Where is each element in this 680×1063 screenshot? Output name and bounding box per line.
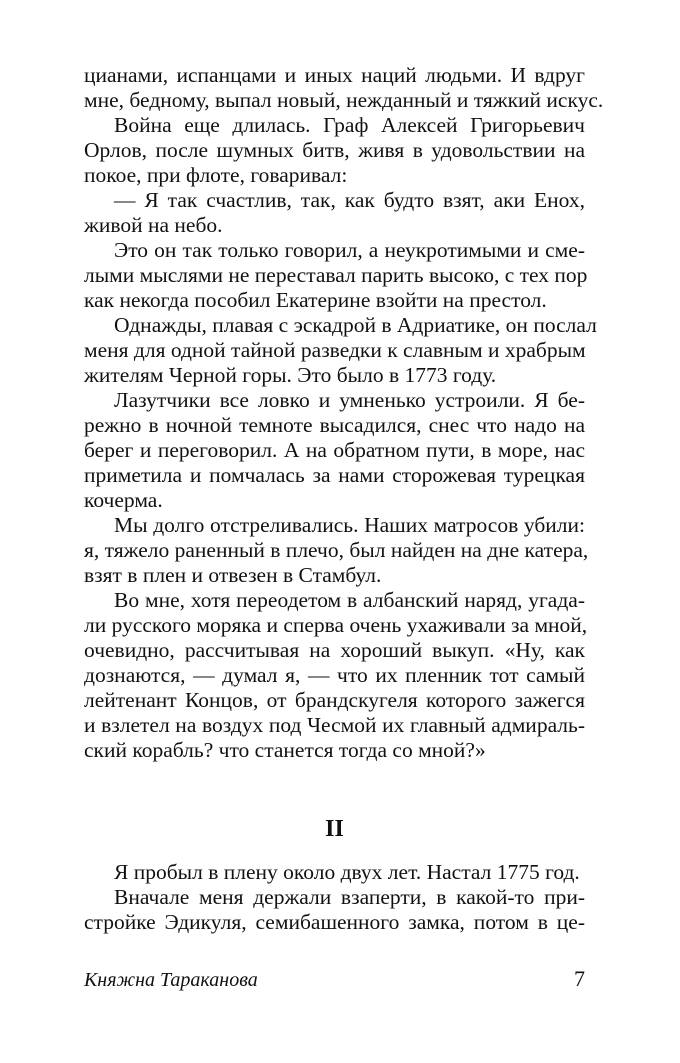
page-number: 7 bbox=[574, 966, 585, 991]
running-footer-title: Княжна Тараканова bbox=[84, 969, 258, 991]
paragraph bbox=[84, 113, 585, 188]
text-line: взят в плен и отвезен в Стамбул. bbox=[84, 563, 382, 587]
text-line: лыми мыслями не переставал парить высоко, с тех пор bbox=[84, 263, 588, 287]
text-line: Во мне, хотя переодетом в албанский наряд, угада- bbox=[114, 588, 585, 612]
main-text-block bbox=[84, 63, 604, 763]
text-line: Лазутчики все ловко и умненько устроили. Я бе- bbox=[114, 388, 585, 412]
paragraph bbox=[84, 313, 597, 388]
paragraph bbox=[84, 860, 585, 885]
text-line: режно в ночной темноте высадился, снес что надо на bbox=[84, 413, 585, 437]
chapter-heading: II bbox=[325, 816, 344, 842]
text-line: берег и переговорил. А на обратном пути, в море, нас bbox=[84, 438, 585, 462]
text-line: Вначале меня держали взаперти, в какой-то при- bbox=[114, 885, 585, 909]
text-line: цианами, испанцами и иных наций людьми. И вдруг bbox=[84, 63, 585, 87]
text-line: и взлетел на воздух под Чесмой их главный адмираль- bbox=[84, 713, 585, 737]
text-line: живой на небо. bbox=[84, 213, 223, 237]
text-line: стройке Эдикуля, семибашенного замка, потом в це- bbox=[84, 910, 585, 934]
text-line: Орлов, после шумных битв, живя в удовольствии на bbox=[84, 138, 585, 162]
text-line: Мы долго отстреливались. Наших матросов убили: bbox=[114, 513, 585, 537]
text-line: мне, бедному, выпал новый, нежданный и тяжкий искус. bbox=[84, 88, 604, 112]
text-line: лейтенант Концов, от брандскугеля которого зажегся bbox=[84, 688, 585, 712]
text-line: очевидно, рассчитывая на хороший выкуп. «Ну, как bbox=[84, 638, 585, 662]
paragraph bbox=[84, 388, 585, 513]
text-line: Война еще длилась. Граф Алексей Григорьевич bbox=[114, 113, 585, 137]
text-line: кочерма. bbox=[84, 488, 163, 512]
text-line: — Я так счастлив, так, как будто взят, аки Енох, bbox=[114, 188, 585, 212]
text-line: Это он так только говорил, а неукротимыми и сме- bbox=[114, 238, 585, 262]
paragraph bbox=[84, 188, 585, 238]
paragraph bbox=[84, 63, 604, 113]
text-line: ский корабль? что станется тогда со мной?» bbox=[84, 738, 486, 762]
paragraph bbox=[84, 238, 588, 313]
text-line: я, тяжело раненный в плечо, был найден на дне катера, bbox=[84, 538, 589, 562]
text-line: Я пробыл в плену около двух лет. Настал 1775 год. bbox=[114, 860, 580, 884]
paragraph bbox=[84, 513, 589, 588]
chapter-text-block bbox=[84, 860, 585, 935]
text-line: жителям Черной горы. Это было в 1773 году. bbox=[84, 363, 497, 387]
text-line: дознаются, — думал я, — что их пленник тот самый bbox=[84, 663, 585, 687]
text-line: Однажды, плавая с эскадрой в Адриатике, он послал bbox=[114, 313, 597, 337]
text-line: как некогда пособил Екатерине взойти на престол. bbox=[84, 288, 547, 312]
paragraph bbox=[84, 588, 588, 763]
text-line: покое, при флоте, говаривал: bbox=[84, 163, 348, 187]
paragraph bbox=[84, 885, 585, 935]
text-line: меня для одной тайной разведки к славным и храбрым bbox=[84, 338, 586, 362]
text-line: приметила и помчалась за нами сторожевая турецкая bbox=[84, 463, 585, 487]
text-line: ли русского моряка и сперва очень ухаживали за мной, bbox=[84, 613, 588, 637]
